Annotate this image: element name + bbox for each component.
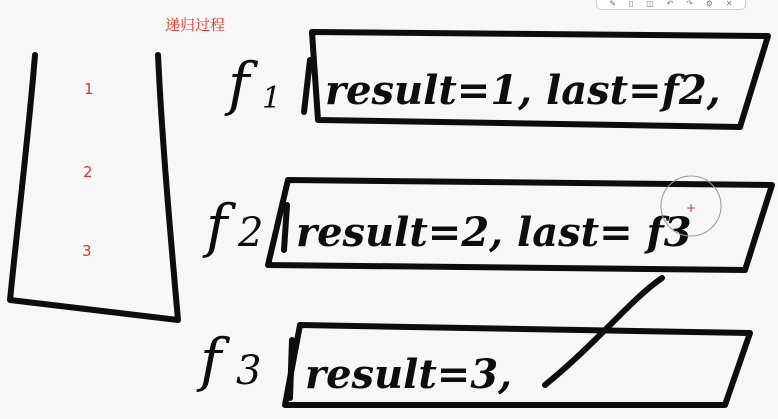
pen-icon[interactable]: ✎	[609, 0, 617, 8]
frame-f3-subscript: 3	[236, 348, 262, 394]
frame-f3-divider	[290, 340, 292, 398]
stack-outline	[10, 55, 178, 320]
stack-label-3: 3	[82, 242, 92, 260]
frame-f1-func: f	[228, 50, 250, 118]
settings-icon[interactable]: ⚙	[705, 0, 713, 8]
frame-f3-func: f	[200, 326, 222, 394]
frame-f2-subscript: 2	[238, 210, 264, 256]
stack-label-2: 2	[83, 163, 93, 181]
cursor-icon: +	[686, 201, 697, 215]
close-icon[interactable]: ✕	[725, 0, 733, 8]
frame-f3-content: result=3,	[305, 351, 513, 398]
frame-f1-subscript: 1	[262, 81, 282, 116]
highlighter-icon[interactable]: ▯	[628, 0, 634, 8]
frame-f1-divider	[304, 60, 310, 112]
frame-f2-content: result=2, last= f3	[296, 209, 692, 256]
stack-label-1: 1	[84, 80, 94, 98]
redo-icon[interactable]: ↷	[686, 0, 693, 8]
frame-f1-content: result=1, last=f2,	[325, 67, 721, 114]
annotation-title: 递归过程	[165, 16, 226, 34]
undo-icon[interactable]: ↶	[666, 0, 674, 8]
eraser-icon[interactable]: ◫	[646, 0, 654, 8]
frame-f2-func: f	[206, 192, 228, 260]
frame-f2-divider	[284, 205, 287, 250]
